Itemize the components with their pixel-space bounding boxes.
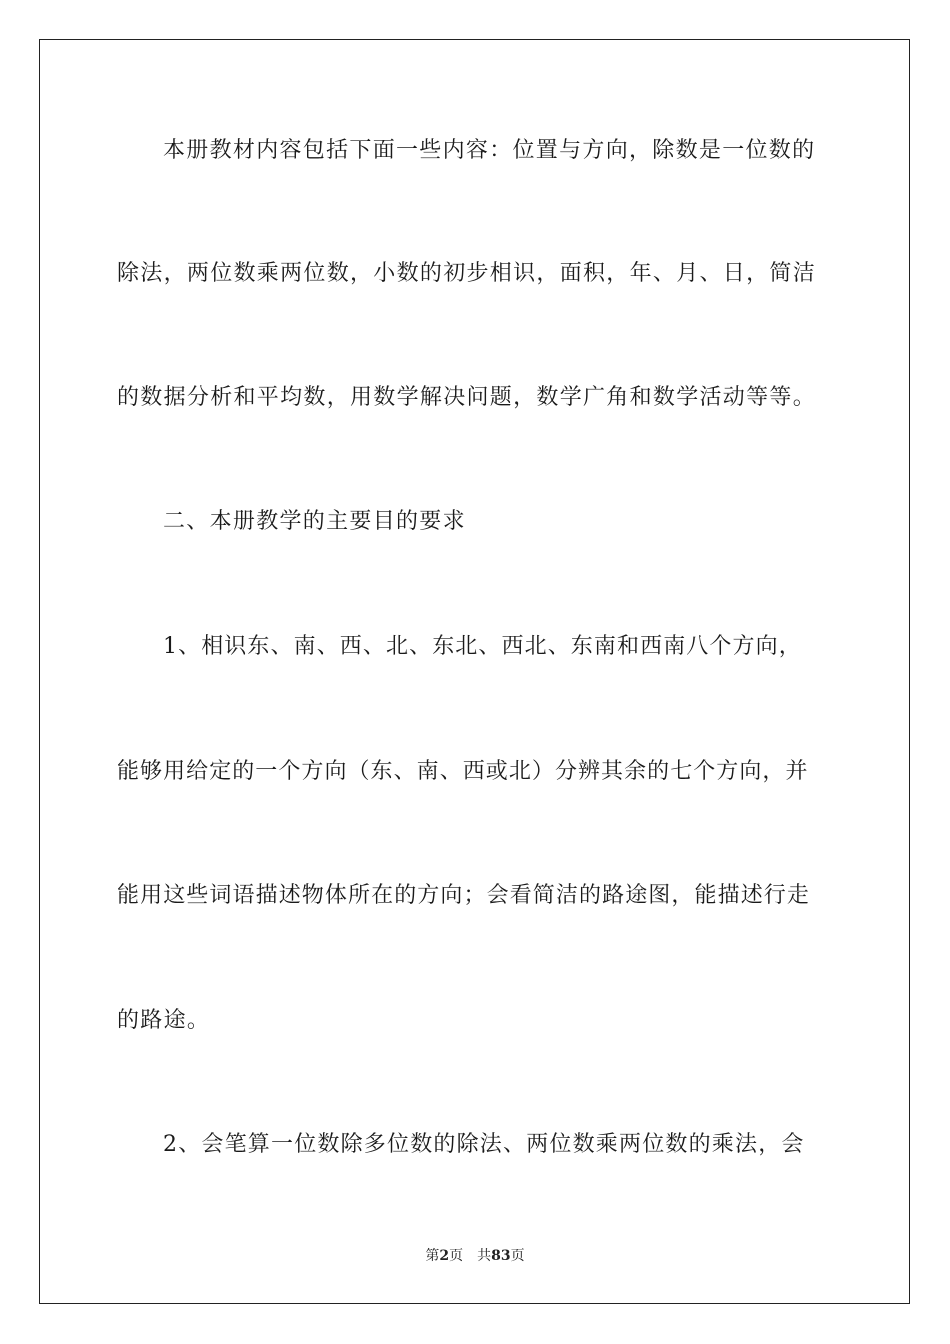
text-line-1: 本册教材内容包括下面一些内容：位置与方向，除数是一位数的 bbox=[163, 138, 816, 163]
page-border bbox=[39, 39, 910, 1304]
footer-page-prefix: 第 bbox=[425, 1248, 440, 1264]
text-line-7: 能用这些词语描述物体所在的方向；会看简洁的路途图，能描述行走 bbox=[117, 883, 811, 908]
text-line-9: 2、会笔算一位数除多位数的除法、两位数乘两位数的乘法，会 bbox=[163, 1132, 805, 1157]
text-line-8: 的路途。 bbox=[117, 1008, 211, 1033]
text-line-2: 除法，两位数乘两位数，小数的初步相识，面积，年、月、日，简洁 bbox=[117, 261, 817, 286]
footer-page-suffix: 页 bbox=[449, 1248, 464, 1264]
section-heading: 二、本册教学的主要目的要求 bbox=[163, 509, 466, 534]
footer-total-prefix: 共 bbox=[477, 1248, 492, 1264]
footer-page-number: 2 bbox=[439, 1248, 450, 1264]
footer-total-suffix: 页 bbox=[510, 1248, 525, 1264]
text-line-6: 能够用给定的一个方向（东、南、西或北）分辨其余的七个方向，并 bbox=[117, 759, 809, 784]
text-line-3: 的数据分析和平均数，用数学解决问题，数学广角和数学活动等等。 bbox=[117, 385, 817, 410]
page-footer bbox=[0, 1247, 950, 1265]
footer-total-pages: 83 bbox=[491, 1248, 511, 1264]
text-line-5: 1、相识东、南、西、北、东北、西北、东南和西南八个方向， bbox=[163, 634, 802, 659]
